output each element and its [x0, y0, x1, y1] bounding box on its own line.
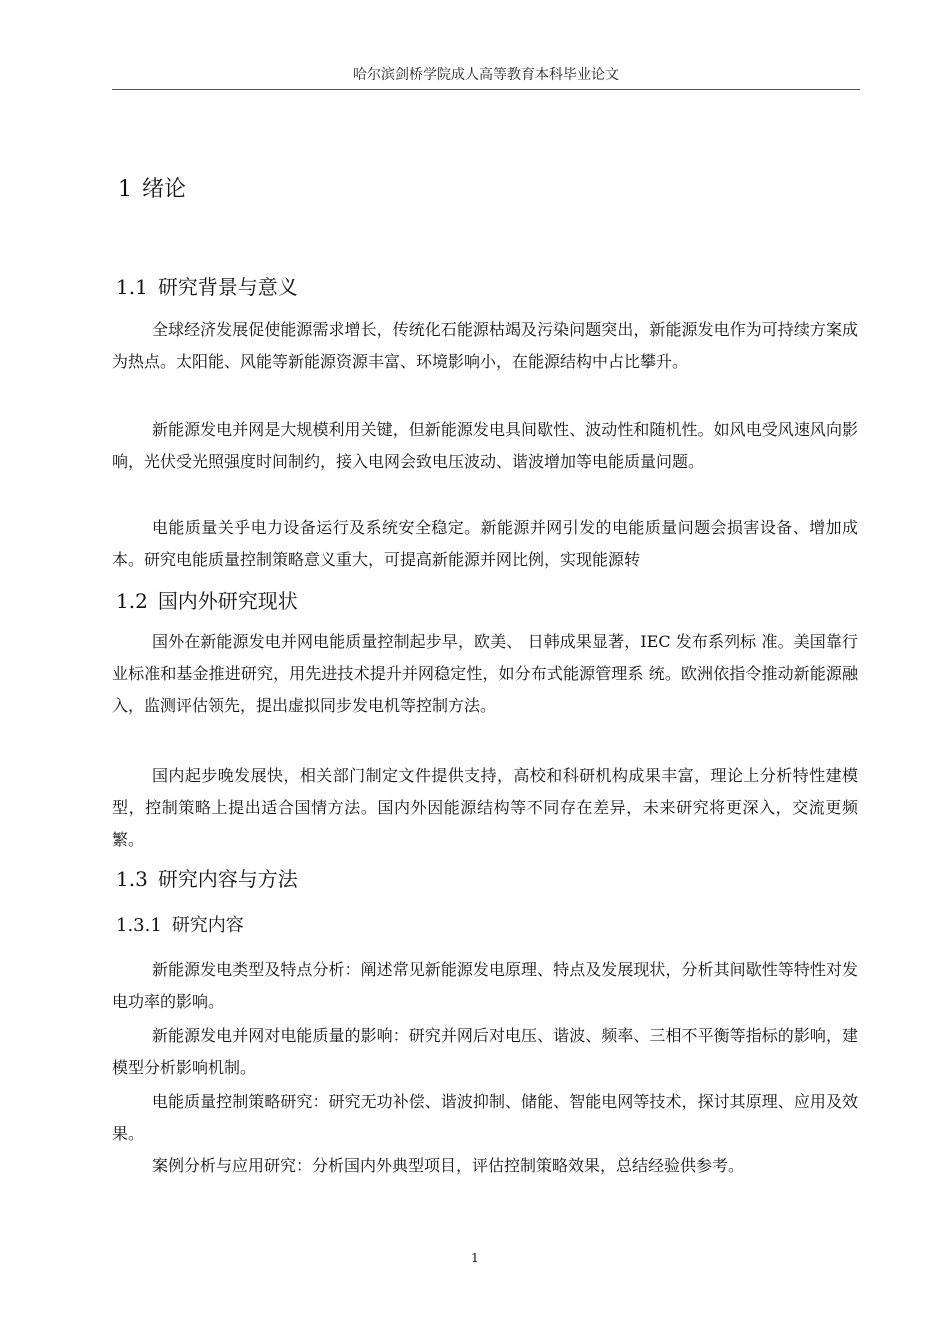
paragraph-1-3-1-2: 新能源发电并网对电能质量的影响：研究并网后对电压、谐波、频率、三相不平衡等指标的影响，建模型分析影响机制。	[112, 1026, 858, 1077]
page-number: 1	[471, 1251, 479, 1265]
paragraph-1-1-3: 电能质量关乎电力设备运行及系统安全稳定。新能源并网引发的电能质量问题会损害设备、增加成本。研究电能质量控制策略意义重大，可提高新能源并网比例，实现能源转	[112, 518, 858, 569]
subsection-number: 1.3.1	[116, 915, 162, 936]
chapter-title: 绪论	[142, 177, 187, 202]
section-heading-1-2	[116, 588, 298, 614]
section-heading-1-1	[116, 274, 298, 300]
chapter-heading	[118, 176, 186, 204]
paragraph-1-1-1: 全球经济发展促使能源需求增长，传统化石能源枯竭及污染问题突出，新能源发电作为可持续方案成为热点。太阳能、风能等新能源资源丰富、环境影响小，在能源结构中占比攀升。	[112, 320, 858, 371]
paragraph-1-2-2: 国内起步晚发展快，相关部门制定文件提供支持，高校和科研机构成果丰富，理论上分析特性建模型，控制策略上提出适合国情方法。国内外因能源结构等不同存在差异，未来研究将更深入，交流更频繁。	[112, 766, 858, 849]
section-title: 研究背景与意义	[157, 275, 298, 299]
subsection-title: 研究内容	[171, 915, 244, 936]
section-number: 1.2	[116, 589, 148, 613]
section-number: 1.1	[116, 275, 148, 299]
paragraph-1-3-1-4: 案例分析与应用研究：分析国内外典型项目，评估控制策略效果，总结经验供参考。	[152, 1156, 745, 1175]
paragraph-1-1-2: 新能源发电并网是大规模利用关键，但新能源发电具间歇性、波动性和随机性。如风电受风速风向影响，光伏受光照强度时间制约，接入电网会致电压波动、谐波增加等电能质量问题。	[112, 420, 858, 471]
section-title: 国内外研究现状	[157, 589, 298, 613]
chapter-number: 1	[118, 177, 132, 202]
header-divider	[112, 89, 860, 90]
section-title: 研究内容与方法	[157, 867, 298, 891]
paragraph-1-3-1-1: 新能源发电类型及特点分析：阐述常见新能源发电原理、特点及发展现状，分析其间歇性等特性对发电功率的影响。	[112, 960, 858, 1011]
subsection-heading-1-3-1	[116, 914, 244, 938]
running-header: 哈尔滨剑桥学院成人高等教育本科毕业论文	[353, 67, 619, 83]
section-number: 1.3	[116, 867, 148, 891]
section-heading-1-3	[116, 866, 298, 892]
paragraph-1-3-1-3: 电能质量控制策略研究：研究无功补偿、谐波抑制、储能、智能电网等技术，探讨其原理、应用及效果。	[112, 1092, 858, 1143]
paragraph-1-2-1: 国外在新能源发电并网电能质量控制起步早，欧美、 日韩成果显著，IEC 发布系列标 准。美国靠行业标准和基金推进研究，用先进技术提升并网稳定性，如分布式能源管理系 统。欧洲依指令推动新能源融入，监测评估领先，提出虚拟同步发电机等控制方法。	[112, 632, 858, 715]
